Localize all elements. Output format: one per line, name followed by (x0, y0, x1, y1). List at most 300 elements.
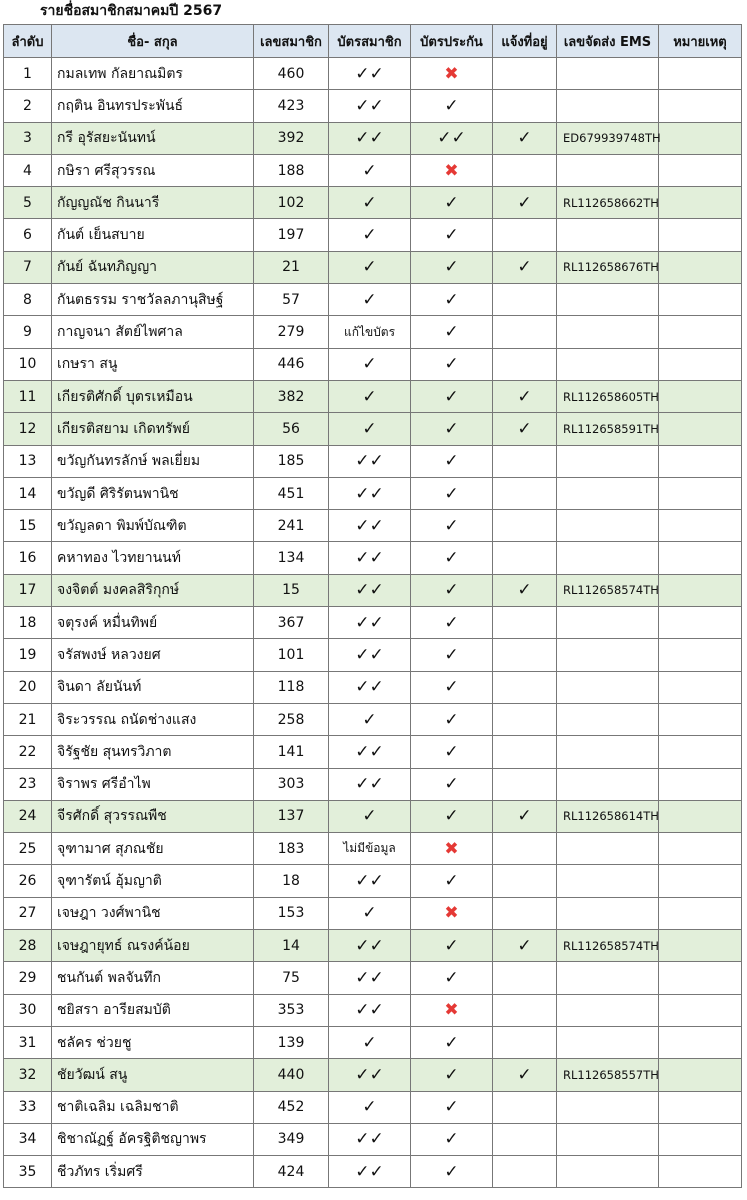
address-status (493, 1026, 557, 1058)
address-status (493, 962, 557, 994)
address-status: ✓ (493, 1059, 557, 1091)
address-status: ✓ (493, 800, 557, 832)
insurance-card-status: ✓ (411, 348, 493, 380)
table-row (4, 348, 742, 380)
member-card-status: ✓✓ (329, 542, 411, 574)
insurance-card-status: ✓ (411, 542, 493, 574)
row-number: 29 (4, 962, 52, 994)
note (659, 58, 742, 90)
ems-tracking-number (557, 284, 659, 316)
address-status: ✓ (493, 413, 557, 445)
row-number: 9 (4, 316, 52, 348)
member-name: จุฑามาศ สุภณชัย (52, 833, 254, 865)
note (659, 1059, 742, 1091)
note (659, 607, 742, 639)
member-id: 451 (254, 477, 329, 509)
table-row (4, 1059, 742, 1091)
member-name: กันต์ เย็นสบาย (52, 219, 254, 251)
table-row (4, 510, 742, 542)
insurance-card-status: ✓ (411, 865, 493, 897)
address-status (493, 865, 557, 897)
address-status (493, 897, 557, 929)
column-header-name: ชื่อ- สกุล (52, 25, 254, 58)
ems-tracking-number: RL112658591TH (557, 413, 659, 445)
member-card-status: ไม่มีข้อมูล (329, 833, 411, 865)
insurance-card-status: ✓ (411, 284, 493, 316)
table-row (4, 187, 742, 219)
column-header-member-card: บัตรสมาชิก (329, 25, 411, 58)
ems-tracking-number (557, 833, 659, 865)
address-status (493, 154, 557, 186)
note (659, 930, 742, 962)
note (659, 251, 742, 283)
insurance-card-status: ✓ (411, 90, 493, 122)
table-row (4, 122, 742, 154)
member-id: 137 (254, 800, 329, 832)
ems-tracking-number: RL112658557TH (557, 1059, 659, 1091)
row-number: 14 (4, 477, 52, 509)
member-id: 134 (254, 542, 329, 574)
member-card-status: ✓✓ (329, 1059, 411, 1091)
table-row (4, 930, 742, 962)
address-status (493, 1156, 557, 1188)
note (659, 1091, 742, 1123)
row-number: 4 (4, 154, 52, 186)
address-status (493, 542, 557, 574)
row-number: 23 (4, 768, 52, 800)
note (659, 994, 742, 1026)
note (659, 154, 742, 186)
ems-tracking-number (557, 962, 659, 994)
column-header-address: แจ้งที่อยู่ (493, 25, 557, 58)
row-number: 3 (4, 122, 52, 154)
table-row (4, 1156, 742, 1188)
row-number: 35 (4, 1156, 52, 1188)
document-title: รายชื่อสมาชิกสมาคมปี 2567 (40, 3, 223, 19)
member-name: ชัยวัฒน์ สนู (52, 1059, 254, 1091)
table-row (4, 994, 742, 1026)
member-id: 57 (254, 284, 329, 316)
address-status (493, 607, 557, 639)
address-status (493, 58, 557, 90)
address-status (493, 316, 557, 348)
member-name: จินดา ลัยนันท์ (52, 671, 254, 703)
table-row (4, 962, 742, 994)
note (659, 380, 742, 412)
insurance-card-status: ✓ (411, 1059, 493, 1091)
member-id: 118 (254, 671, 329, 703)
member-name: ชนกันต์ พลจันทึก (52, 962, 254, 994)
member-card-status: ✓✓ (329, 671, 411, 703)
table-row (4, 477, 742, 509)
insurance-card-status: ✓ (411, 1091, 493, 1123)
member-id: 14 (254, 930, 329, 962)
insurance-card-status: ✓ (411, 187, 493, 219)
member-id: 188 (254, 154, 329, 186)
row-number: 18 (4, 607, 52, 639)
ems-tracking-number (557, 445, 659, 477)
ems-tracking-number (557, 671, 659, 703)
member-id: 15 (254, 574, 329, 606)
row-number: 2 (4, 90, 52, 122)
address-status: ✓ (493, 251, 557, 283)
table-row (4, 736, 742, 768)
table-row (4, 1026, 742, 1058)
row-number: 22 (4, 736, 52, 768)
note (659, 316, 742, 348)
note (659, 219, 742, 251)
member-name: ชีวภัทร เริ่มศรี (52, 1156, 254, 1188)
ems-tracking-number (557, 348, 659, 380)
address-status (493, 833, 557, 865)
row-number: 7 (4, 251, 52, 283)
member-id: 440 (254, 1059, 329, 1091)
member-id: 424 (254, 1156, 329, 1188)
ems-tracking-number (557, 994, 659, 1026)
note (659, 284, 742, 316)
note (659, 1123, 742, 1155)
member-id: 197 (254, 219, 329, 251)
member-name: ชลัคร ช่วยชู (52, 1026, 254, 1058)
insurance-card-status: ✓ (411, 251, 493, 283)
table-row (4, 768, 742, 800)
address-status (493, 703, 557, 735)
insurance-card-status: ✓ (411, 445, 493, 477)
insurance-card-status: ✓ (411, 671, 493, 703)
table-row (4, 445, 742, 477)
member-card-status: ✓✓ (329, 90, 411, 122)
insurance-card-status: ✓ (411, 510, 493, 542)
table-row (4, 703, 742, 735)
member-id: 183 (254, 833, 329, 865)
table-row (4, 316, 742, 348)
note (659, 671, 742, 703)
note (659, 703, 742, 735)
insurance-card-status: ✓ (411, 380, 493, 412)
note (659, 574, 742, 606)
member-card-status: ✓ (329, 284, 411, 316)
address-status (493, 768, 557, 800)
insurance-card-status: ✓ (411, 413, 493, 445)
address-status: ✓ (493, 380, 557, 412)
member-id: 241 (254, 510, 329, 542)
row-number: 15 (4, 510, 52, 542)
member-id: 392 (254, 122, 329, 154)
note (659, 639, 742, 671)
member-name: จิรัฐชัย สุนทรวิภาต (52, 736, 254, 768)
member-table (3, 24, 742, 1188)
member-name: เกียรติสยาม เกิดทรัพย์ (52, 413, 254, 445)
member-name: กัญญณัช กินนารี (52, 187, 254, 219)
member-card-status: แก้ไขบัตร (329, 316, 411, 348)
note (659, 736, 742, 768)
address-status (493, 639, 557, 671)
insurance-card-status: ✓✓ (411, 122, 493, 154)
column-header-no: ลำดับ (4, 25, 52, 58)
ems-tracking-number (557, 477, 659, 509)
member-name: ขวัญกันทรลักษ์ พลเยี่ยม (52, 445, 254, 477)
insurance-card-status: ✓ (411, 574, 493, 606)
member-id: 367 (254, 607, 329, 639)
ems-tracking-number (557, 219, 659, 251)
note (659, 1156, 742, 1188)
member-card-status: ✓✓ (329, 1123, 411, 1155)
row-number: 19 (4, 639, 52, 671)
member-name: กมลเทพ กัลยาณมิตร (52, 58, 254, 90)
ems-tracking-number (557, 736, 659, 768)
member-card-status: ✓✓ (329, 930, 411, 962)
column-header-member-id: เลขสมาชิก (254, 25, 329, 58)
note (659, 510, 742, 542)
table-row (4, 58, 742, 90)
insurance-card-status: ✓ (411, 1026, 493, 1058)
note (659, 768, 742, 800)
member-name: ขวัญลดา พิมพ์บัณฑิต (52, 510, 254, 542)
row-number: 31 (4, 1026, 52, 1058)
member-id: 258 (254, 703, 329, 735)
note (659, 90, 742, 122)
member-name: จิระวรรณ ถนัดช่างแสง (52, 703, 254, 735)
column-header-insurance-card: บัตรประกัน (411, 25, 493, 58)
address-status (493, 994, 557, 1026)
insurance-card-status: ✓ (411, 639, 493, 671)
table-body (4, 58, 742, 1188)
address-status (493, 671, 557, 703)
row-number: 21 (4, 703, 52, 735)
ems-tracking-number (557, 897, 659, 929)
table-row (4, 413, 742, 445)
table-row (4, 671, 742, 703)
member-name: คหาทอง ไวทยานนท์ (52, 542, 254, 574)
member-card-status: ✓ (329, 897, 411, 929)
ems-tracking-number (557, 768, 659, 800)
table-row (4, 897, 742, 929)
table-row (4, 251, 742, 283)
member-card-status: ✓✓ (329, 994, 411, 1026)
insurance-card-status: ✓ (411, 930, 493, 962)
member-card-status: ✓✓ (329, 574, 411, 606)
ems-tracking-number (557, 1156, 659, 1188)
insurance-card-status: ✓ (411, 800, 493, 832)
address-status: ✓ (493, 187, 557, 219)
ems-tracking-number: RL112658676TH (557, 251, 659, 283)
address-status (493, 90, 557, 122)
table-row (4, 574, 742, 606)
member-card-status: ✓ (329, 1026, 411, 1058)
member-id: 279 (254, 316, 329, 348)
ems-tracking-number (557, 639, 659, 671)
member-id: 56 (254, 413, 329, 445)
row-number: 27 (4, 897, 52, 929)
member-name: เกษรา สนู (52, 348, 254, 380)
table-row (4, 833, 742, 865)
row-number: 33 (4, 1091, 52, 1123)
member-card-status: ✓ (329, 1091, 411, 1123)
row-number: 25 (4, 833, 52, 865)
member-card-status: ✓ (329, 219, 411, 251)
insurance-card-status: ✓ (411, 219, 493, 251)
member-id: 303 (254, 768, 329, 800)
ems-tracking-number (557, 865, 659, 897)
note (659, 1026, 742, 1058)
address-status: ✓ (493, 930, 557, 962)
address-status (493, 736, 557, 768)
row-number: 11 (4, 380, 52, 412)
member-card-status: ✓✓ (329, 607, 411, 639)
row-number: 34 (4, 1123, 52, 1155)
member-card-status: ✓ (329, 348, 411, 380)
member-id: 102 (254, 187, 329, 219)
row-number: 13 (4, 445, 52, 477)
ems-tracking-number (557, 1026, 659, 1058)
table-row (4, 607, 742, 639)
insurance-card-status: ✓ (411, 477, 493, 509)
table-row (4, 284, 742, 316)
ems-tracking-number (557, 510, 659, 542)
ems-tracking-number (557, 703, 659, 735)
member-name: จีรศักดิ์ สุวรรณพืช (52, 800, 254, 832)
row-number: 28 (4, 930, 52, 962)
row-number: 16 (4, 542, 52, 574)
note (659, 865, 742, 897)
ems-tracking-number (557, 542, 659, 574)
member-id: 141 (254, 736, 329, 768)
member-card-status: ✓ (329, 380, 411, 412)
insurance-card-status: ✓ (411, 768, 493, 800)
member-id: 18 (254, 865, 329, 897)
note (659, 897, 742, 929)
member-id: 139 (254, 1026, 329, 1058)
address-status: ✓ (493, 122, 557, 154)
insurance-card-status: ✖ (411, 154, 493, 186)
column-header-ems: เลขจัดส่ง EMS (557, 25, 659, 58)
member-id: 153 (254, 897, 329, 929)
member-card-status: ✓✓ (329, 865, 411, 897)
member-name: กษิรา ศรีสุวรรณ (52, 154, 254, 186)
ems-tracking-number: RL112658662TH (557, 187, 659, 219)
table-row (4, 380, 742, 412)
member-card-status: ✓ (329, 187, 411, 219)
note (659, 122, 742, 154)
member-card-status: ✓ (329, 703, 411, 735)
member-card-status: ✓✓ (329, 58, 411, 90)
note (659, 962, 742, 994)
member-id: 423 (254, 90, 329, 122)
row-number: 24 (4, 800, 52, 832)
insurance-card-status: ✓ (411, 1123, 493, 1155)
table-row (4, 639, 742, 671)
member-card-status: ✓✓ (329, 445, 411, 477)
member-name: จงจิตต์ มงคลสิริกุกษ์ (52, 574, 254, 606)
table-row (4, 1123, 742, 1155)
address-status (493, 510, 557, 542)
note (659, 445, 742, 477)
row-number: 17 (4, 574, 52, 606)
row-number: 10 (4, 348, 52, 380)
table-row (4, 865, 742, 897)
member-name: ชิชาณัฏฐ์ อัครฐิติชญาพร (52, 1123, 254, 1155)
member-id: 353 (254, 994, 329, 1026)
member-name: กันตธรรม ราชวัลลภานุสิษฐ์ (52, 284, 254, 316)
address-status (493, 477, 557, 509)
member-name: ขวัญดี ศิริรัตนพานิช (52, 477, 254, 509)
ems-tracking-number: RL112658574TH (557, 930, 659, 962)
note (659, 413, 742, 445)
ems-tracking-number: RL112658574TH (557, 574, 659, 606)
ems-tracking-number (557, 90, 659, 122)
insurance-card-status: ✓ (411, 736, 493, 768)
member-id: 21 (254, 251, 329, 283)
table-row (4, 800, 742, 832)
member-card-status: ✓✓ (329, 477, 411, 509)
member-name: กรี อุรัสยะนันทน์ (52, 122, 254, 154)
member-id: 452 (254, 1091, 329, 1123)
member-name: จุฑารัตน์ อุ้มญาติ (52, 865, 254, 897)
member-id: 446 (254, 348, 329, 380)
row-number: 6 (4, 219, 52, 251)
member-card-status: ✓✓ (329, 962, 411, 994)
address-status (493, 348, 557, 380)
insurance-card-status: ✖ (411, 833, 493, 865)
member-card-status: ✓✓ (329, 768, 411, 800)
member-id: 75 (254, 962, 329, 994)
address-status (493, 445, 557, 477)
note (659, 477, 742, 509)
note (659, 833, 742, 865)
member-card-status: ✓✓ (329, 122, 411, 154)
member-name: กันย์ ฉันทภิญญา (52, 251, 254, 283)
address-status (493, 1123, 557, 1155)
member-card-status: ✓✓ (329, 510, 411, 542)
row-number: 20 (4, 671, 52, 703)
member-name: กฤติน อินทรประพันธ์ (52, 90, 254, 122)
column-header-note: หมายเหตุ (659, 25, 742, 58)
table-header-row (4, 25, 742, 58)
ems-tracking-number (557, 1123, 659, 1155)
note (659, 187, 742, 219)
member-name: จรัสพงษ์ หลวงยศ (52, 639, 254, 671)
table-row (4, 90, 742, 122)
member-card-status: ✓✓ (329, 1156, 411, 1188)
member-card-status: ✓ (329, 413, 411, 445)
insurance-card-status: ✖ (411, 897, 493, 929)
row-number: 30 (4, 994, 52, 1026)
insurance-card-status: ✓ (411, 607, 493, 639)
ems-tracking-number: RL112658605TH (557, 380, 659, 412)
note (659, 348, 742, 380)
ems-tracking-number (557, 1091, 659, 1123)
member-name: เกียรติศักดิ์ บุตรเหมือน (52, 380, 254, 412)
insurance-card-status: ✓ (411, 1156, 493, 1188)
insurance-card-status: ✓ (411, 316, 493, 348)
note (659, 800, 742, 832)
ems-tracking-number: RL112658614TH (557, 800, 659, 832)
address-status (493, 284, 557, 316)
insurance-card-status: ✖ (411, 994, 493, 1026)
table-row (4, 542, 742, 574)
ems-tracking-number: ED679939748TH (557, 122, 659, 154)
insurance-card-status: ✖ (411, 58, 493, 90)
member-id: 382 (254, 380, 329, 412)
row-number: 32 (4, 1059, 52, 1091)
member-id: 460 (254, 58, 329, 90)
table-row (4, 154, 742, 186)
row-number: 12 (4, 413, 52, 445)
member-id: 185 (254, 445, 329, 477)
row-number: 8 (4, 284, 52, 316)
address-status (493, 1091, 557, 1123)
address-status (493, 219, 557, 251)
